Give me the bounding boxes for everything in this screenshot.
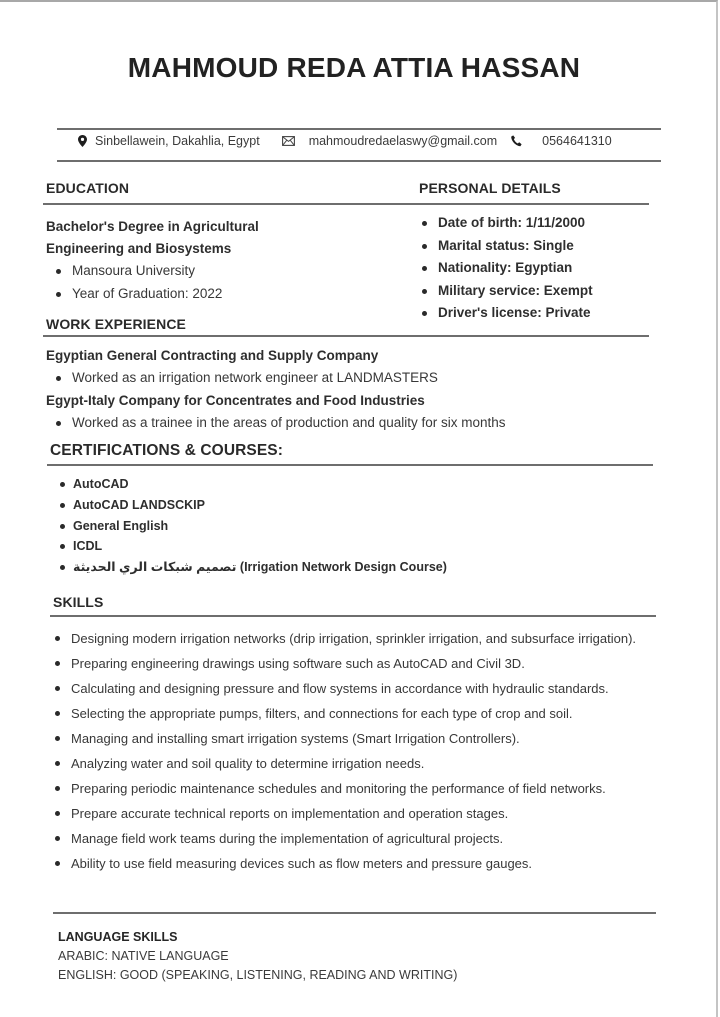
language-item: ENGLISH: GOOD (SPEAKING, LISTENING, READING AND WRITING): [58, 968, 458, 982]
certifications-divider: [47, 464, 653, 466]
personal-detail-item: Military service: Exempt: [412, 280, 672, 303]
education-divider: [43, 203, 649, 205]
work-experience-block: [46, 345, 666, 434]
job-company: Egyptian General Contracting and Supply Company: [46, 348, 379, 363]
contact-row: [78, 130, 612, 152]
personal-details-list: [412, 212, 672, 325]
certification-item: AutoCAD: [47, 474, 567, 495]
job-detail-item: Worked as a trainee in the areas of production and quality for six months: [46, 412, 666, 435]
certifications-block: [47, 474, 567, 578]
contact-bottom-divider: [57, 160, 661, 162]
skill-item: Selecting the appropriate pumps, filters, and connections for each type of crop and soil.: [51, 701, 661, 726]
page-title: MAHMOUD REDA ATTIA HASSAN: [127, 52, 581, 83]
personal-details-block: [412, 212, 672, 325]
skill-item: Manage field work teams during the implementation of agricultural projects.: [51, 826, 661, 851]
phone-icon: [511, 135, 522, 147]
skills-heading: SKILLS: [53, 594, 104, 610]
certifications-list: [47, 474, 567, 578]
skill-item: Preparing engineering drawings using software such as AutoCAD and Civil 3D.: [51, 651, 661, 676]
certifications-heading: CERTIFICATIONS & COURSES:: [50, 442, 283, 459]
job-details: [46, 367, 666, 390]
personal-detail-item: Date of birth: 1/11/2000: [412, 212, 672, 235]
education-block: [46, 216, 386, 305]
degree-title-line2: Engineering and Biosystems: [46, 241, 232, 256]
degree-title-line1: Bachelor's Degree in Agricultural: [46, 219, 259, 234]
location-text: Sinbellawein, Dakahlia, Egypt: [95, 134, 260, 148]
education-heading: EDUCATION: [46, 180, 130, 196]
skill-item: Managing and installing smart irrigation systems (Smart Irrigation Controllers).: [51, 726, 661, 751]
certification-item: General English: [47, 516, 567, 537]
languages-divider: [53, 912, 656, 914]
skill-item: Ability to use field measuring devices such as flow meters and pressure gauges.: [51, 851, 661, 876]
skill-item: Calculating and designing pressure and flow systems in accordance with hydraulic standards.: [51, 676, 661, 701]
education-item: Year of Graduation: 2022: [46, 283, 386, 306]
job-detail-item: Worked as an irrigation network engineer at LANDMASTERS: [46, 367, 666, 390]
education-list: [46, 260, 386, 305]
certification-item: AutoCAD LANDSCKIP: [47, 495, 567, 516]
language-skills-block: [58, 928, 457, 985]
skill-item: Preparing periodic maintenance schedules and monitoring the performance of field networks.: [51, 776, 661, 801]
personal-detail-item: Marital status: Single: [412, 235, 672, 258]
work-experience-heading: WORK EXPERIENCE: [46, 316, 186, 332]
envelope-icon: [282, 136, 295, 146]
job-company: Egypt-Italy Company for Concentrates and Food Industries: [46, 392, 425, 408]
language-item: ARABIC: NATIVE LANGUAGE: [58, 949, 229, 963]
map-pin-icon: [78, 135, 87, 147]
skills-block: [51, 626, 661, 876]
personal-detail-item: Nationality: Egyptian: [412, 257, 672, 280]
certification-item: ICDL: [47, 536, 567, 557]
skill-item: Analyzing water and soil quality to determine irrigation needs.: [51, 751, 661, 776]
personal-details-heading: PERSONAL DETAILS: [419, 180, 561, 196]
certification-item: تصميم شبكات الري الحديثة (Irrigation Network Design Course): [47, 557, 567, 578]
job-details: [46, 412, 666, 435]
phone-number[interactable]: 0564641310: [542, 134, 612, 148]
education-item: Mansoura University: [46, 260, 386, 283]
personal-detail-item: Driver's license: Private: [412, 302, 672, 325]
skills-divider: [50, 615, 656, 617]
skill-item: Prepare accurate technical reports on implementation and operation stages.: [51, 801, 661, 826]
language-skills-heading: LANGUAGE SKILLS: [58, 930, 178, 944]
email-link[interactable]: mahmoudredaelaswy@gmail.com: [308, 134, 498, 148]
work-experience-divider: [43, 335, 649, 337]
skills-list: [51, 626, 661, 876]
skill-item: Designing modern irrigation networks (drip irrigation, sprinkler irrigation, and subsurface irrigation).: [51, 626, 661, 651]
